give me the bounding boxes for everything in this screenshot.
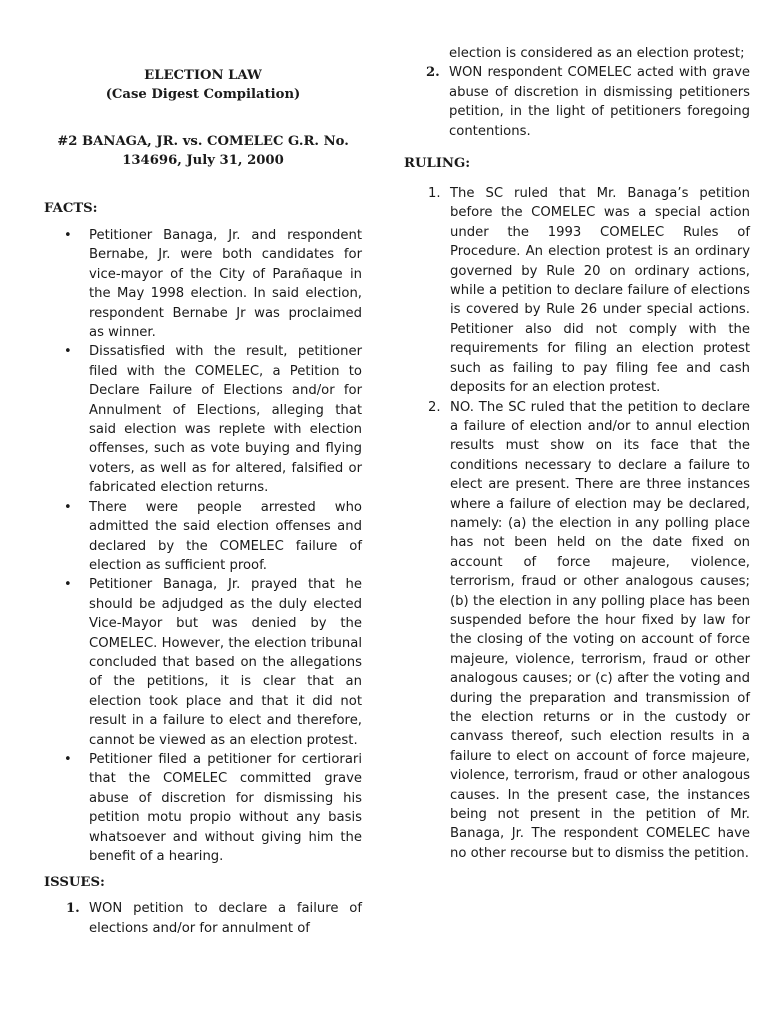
ruling-item: 1. The SC ruled that Mr. Banaga’s petition before the COMELEC was a special action under the 1993 COMELEC Rules of Procedure. An election protest is an ordinary governed by Rule 20 on ordinary actions, while a petition to declare failure of elections is covered by Rule 26 under special actions. Petitioner also did not comply with the requirements for filing an election protest such as failing to pay filing fee and cash deposits for an election protest. — [428, 186, 750, 396]
case-title: #2 BANAGA, JR. vs. COMELEC G.R. No. 134696, July 31, 2000 — [57, 134, 349, 168]
fact-item: • Petitioner filed a petitioner for certiorari that the COMELEC committed grave abuse of discretion for dismissing his petition motu propio without any basis whatsoever and without giving him the benefit of a hearing. — [64, 751, 362, 864]
bullet-icon: • — [64, 577, 72, 593]
right-column — [404, 44, 750, 863]
bullet-icon: • — [64, 499, 72, 515]
fact-item: • Petitioner Banaga, Jr. prayed that he should be adjudged as the duly elected Vice-Mayor but was denied by the COMELEC. However, the election tribunal concluded that based on the allegations of the petitions, it is clear that an election took place and that it did not result in a failure to elect and therefore, cannot be viewed as an election protest. — [64, 577, 362, 748]
issues-list-continued — [404, 63, 750, 141]
bullet-icon: • — [64, 344, 72, 360]
facts-list — [44, 226, 362, 866]
document-title: ELECTION LAW — [144, 68, 262, 83]
facts-heading: FACTS: — [44, 201, 98, 216]
left-column — [44, 44, 362, 938]
fact-item: • Dissatisfied with the result, petitioner filed with the COMELEC, a Petition to Declare Failure of Elections and/or for Annulment of Elections, alleging that said election was replete with election offenses, such as vote buying and flying voters, as well as for altered, falsified or fabricated election returns. — [64, 344, 362, 496]
ruling-heading: RULING: — [404, 156, 471, 172]
fact-item: • Petitioner Banaga, Jr. and respondent Bernabe, Jr. were both candidates for vice-mayor of the City of Parañaque in the May 1998 election. In said election, respondent Bernabe Jr was proclaimed as winner. — [64, 228, 362, 341]
fact-item: • There were people arrested who admitted the said election offenses and declared by the COMELEC failure of election as sufficient proof. — [64, 499, 362, 573]
issue-item: 2. WON respondent COMELEC acted with grave abuse of discretion in dismissing petitioners petition, in the light of petitioners foregoing contentions. — [426, 65, 750, 139]
title-block — [44, 66, 362, 170]
ruling-item: 2. NO. The SC ruled that the petition to declare a failure of election and/or to annul election results must show on its face that the conditions necessary to declare a failure to elect are present. There are three instances where a failure of election may be declared, namely: (a) the election in any polling place has not been held on the date fixed on account of force majeure, violence, terrorism, fraud or other analogous causes; (b) the election in any polling place has been suspended before the hour fixed by law for the closing of the voting on account of force majeure, violence, terrorism, fraud or other analogous causes; or (c) after the voting and during the preparation and transmission of the election returns or in the custody or canvass thereof, such election results in a failure to elect on account of force majeure, violence, terrorism, fraud or other analogous causes. In the present case, the instances being not present in the petition of Mr. Banaga, Jr. The respondent COMELEC have no other recourse but to dismiss the petition. — [428, 399, 750, 861]
document-subtitle: (Case Digest Compilation) — [105, 87, 301, 102]
issue-item: 1. WON petition to declare a failure of elections and/or for annulment of — [66, 901, 362, 936]
bullet-icon: • — [64, 228, 72, 243]
bullet-icon: • — [64, 751, 72, 767]
issues-heading: ISSUES: — [44, 875, 105, 891]
issues-list — [44, 899, 362, 938]
ruling-list — [404, 184, 750, 863]
issue-item-continuation: election is considered as an election protest; — [449, 46, 745, 61]
